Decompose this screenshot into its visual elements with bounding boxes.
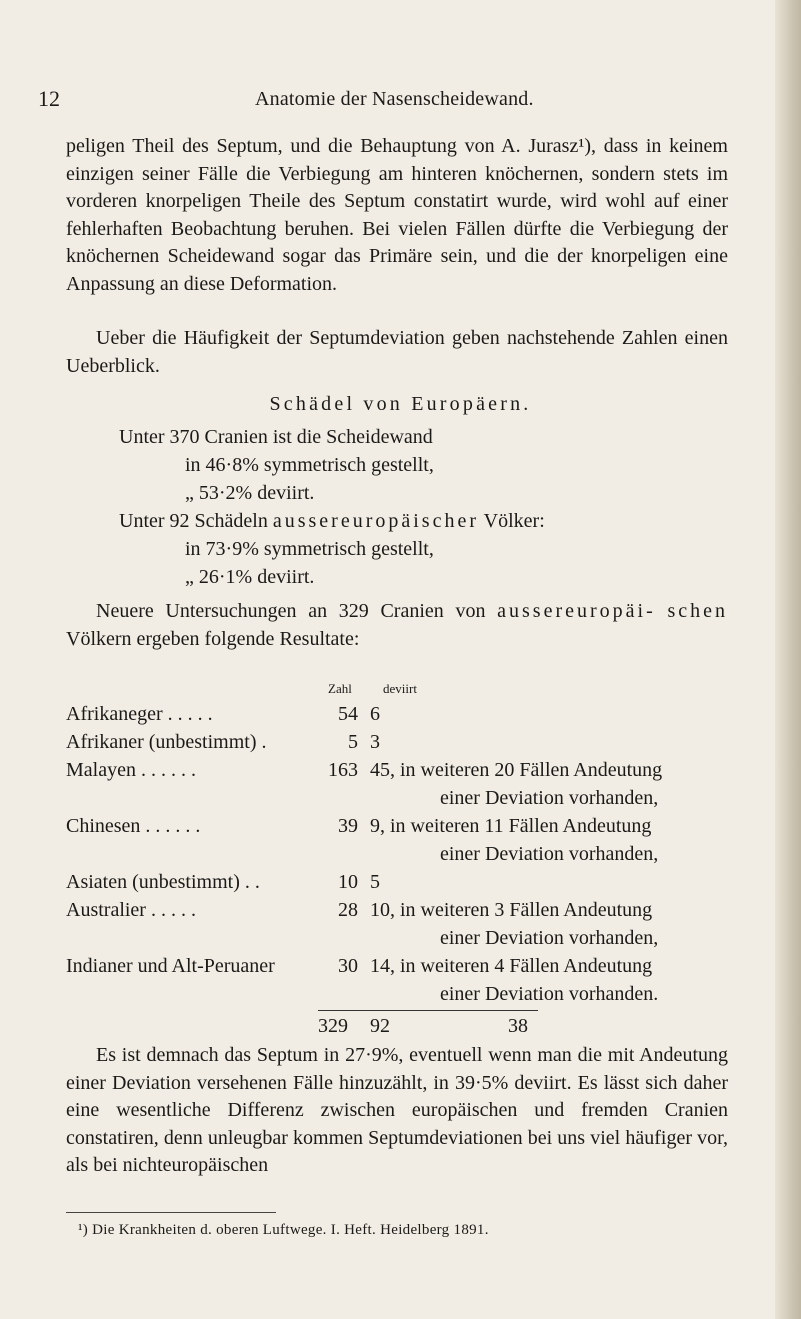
stat-line-4-c: Völker: [479,510,545,532]
row-note: einer Deviation vorhanden, [440,927,659,949]
section-title: Schädel von Europäern. [269,393,532,415]
row-note: einer Deviation vorhanden, [440,787,659,809]
row-zahl: 54 [338,703,358,725]
stat-line-6: „ 26·1% deviirt. [185,566,315,588]
row-zahl: 10 [338,871,358,893]
sum-deviirt: 92 [370,1015,390,1037]
paragraph-3 [66,598,728,653]
sum-rule [318,1010,538,1011]
stat-line-4 [119,508,545,536]
stat-line-4-b: aussereuropäischer [272,510,480,532]
footnote-rule [66,1212,276,1213]
page-header [38,86,741,116]
running-head: Anatomie der Nasenscheidewand. [255,88,534,110]
table-row [66,756,746,784]
column-header-zahl: Zahl [328,681,352,696]
paragraph-3-a: Neuere Untersuchungen an 329 Cranien von [96,600,498,622]
stat-line-2: in 46·8% symmetrisch gestellt, [185,454,434,476]
sum-zahl: 329 [318,1015,348,1037]
table-row [66,700,746,728]
row-zahl: 5 [348,731,358,753]
page-number: 12 [38,86,60,111]
table-row [66,952,746,980]
row-deviirt: 14, in weiteren 4 Fällen Andeutung [370,955,653,977]
row-note: einer Deviation vorhanden, [440,843,659,865]
row-name: Chinesen . . . . . . [66,815,201,837]
row-name: Indianer und Alt-Peruaner [66,955,275,977]
row-name: Afrikaneger . . . . . [66,703,213,725]
row-zahl: 163 [328,759,358,781]
sum-extra: 38 [508,1015,528,1037]
paragraph-4: Es ist demnach das Septum in 27·9%, eventuell wenn man die mit Andeutung einer Deviation versehenen Fälle hinzuzählt, in 39·5% deviirt. Es lässt sich daher eine wesentliche Differenz zwischen europäischen und fremden Cranien constatiren, denn unleugbar kommen Septumdeviationen bei uns viel häufiger vor, als bei nichteuropäischen [66,1044,728,1176]
row-name: Australier . . . . . [66,899,196,921]
paragraph-3-d: Völkern ergeben folgende Resultate: [66,627,360,650]
stat-line-4-a: Unter 92 Schädeln [119,510,273,532]
stat-line-1: Unter 370 Cranien ist die Scheidewand [119,426,433,448]
row-zahl: 30 [338,955,358,977]
row-name: Asiaten (unbestimmt) . . [66,871,260,893]
row-deviirt: 9, in weiteren 11 Fällen Andeutung [370,815,652,837]
row-deviirt: 3 [370,731,380,753]
paragraph-3-c: schen [667,600,729,622]
row-deviirt: 5 [370,871,380,893]
footnote: ¹) Die Krankheiten d. oberen Luftwege. I. Heft. Heidelberg 1891. [78,1222,489,1238]
stat-line-5: in 73·9% symmetrisch gestellt, [185,538,434,560]
page-edge [775,0,801,1319]
row-deviirt: 6 [370,703,380,725]
row-name: Afrikaner (unbestimmt) . [66,731,267,753]
table-row [66,728,746,756]
row-name: Malayen . . . . . . [66,759,196,781]
row-note: einer Deviation vorhanden. [440,983,659,1005]
column-header-deviirt: deviirt [383,681,417,696]
paragraph-3-b: aussereuropäi- [497,600,656,622]
row-deviirt: 10, in weiteren 3 Fällen Andeutung [370,899,653,921]
table-row [66,812,746,840]
paragraph-2: Ueber die Häufigkeit der Septumdeviation geben nachstehende Zahlen einen Ueberblick. [66,327,728,377]
stat-line-3: „ 53·2% deviirt. [185,482,315,504]
paragraph-1: peligen Theil des Septum, und die Behauptung von A. Jurasz¹), dass in keinem einzigen seiner Fälle die Verbiegung am hinteren knöchernen, sondern stets im vorderen knorpeligen Theile des Septum constatirt wurde, wird wohl auf einer fehlerhaften Beobachtung beruhen. Bei vielen Fällen dürfte die Verbiegung der knöchernen Scheidewand sogar das Primäre sein, und die der knorpeligen eine Anpassung an diese Deformation. [66,135,728,295]
table-row [66,896,746,924]
table-row [66,868,746,896]
row-zahl: 28 [338,899,358,921]
row-deviirt: 45, in weiteren 20 Fällen Andeutung [370,759,663,781]
row-zahl: 39 [338,815,358,837]
